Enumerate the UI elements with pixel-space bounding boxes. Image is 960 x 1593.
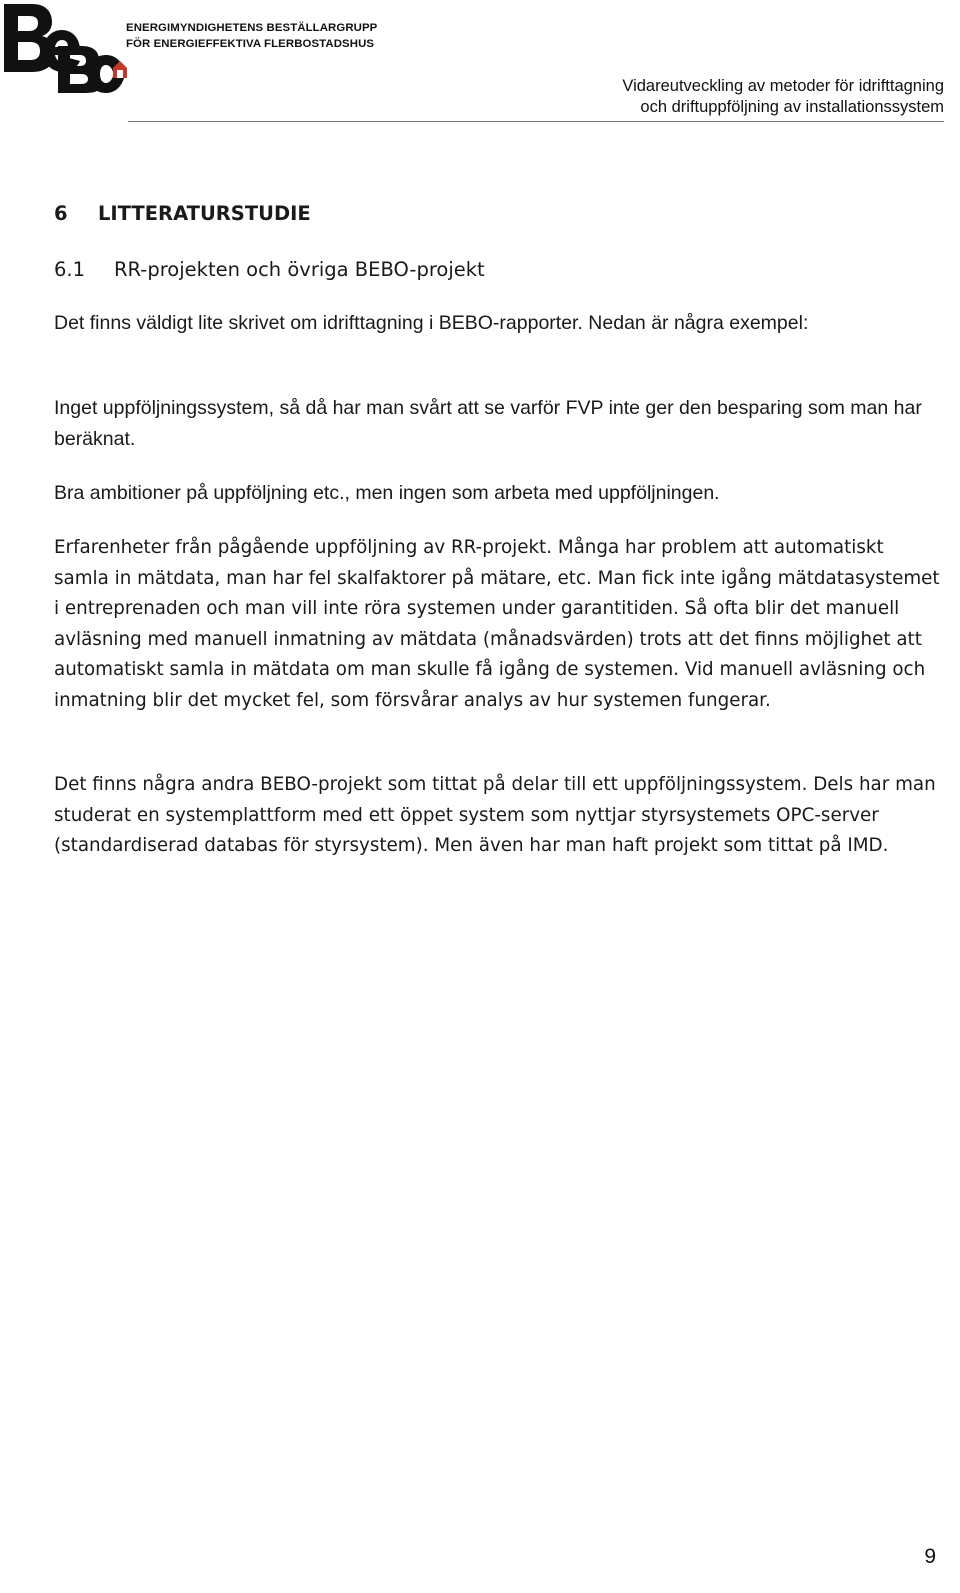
bebo-logo-icon [2,2,128,94]
subsection-number: 6.1 [54,258,86,281]
doc-title-line-2: och driftuppföljning av installationssystem [640,98,944,116]
section-title: LITTERATURSTUDIE [98,202,311,225]
org-line-1: ENERGIMYNDIGHETENS BESTÄLLARGRUPP [126,22,378,34]
paragraph-example-2: Bra ambitioner på uppföljning etc., men ingen som arbeta med uppföljningen. [54,482,720,504]
org-line-2: FÖR ENERGIEFFEKTIVA FLERBOSTADSHUS [126,38,375,50]
doc-title-line-1: Vidareutveckling av metoder för idrifttagning [622,77,944,95]
paragraph-intro: Det finns väldigt lite skrivet om idrifttagning i BEBO-rapporter. Nedan är några exempel: [54,312,809,334]
paragraph-example-3: Erfarenheter från pågående uppföljning av RR-projekt. Många har problem att automatiskt samla in mätdata, man har fel skalfaktorer på mätare, etc. Man fick inte igång mätdatasystemet i entreprenaden och man vill inte röra systemen under garantitiden. Så ofta blir det manuell avläsning med manuell inmatning av mätdata (månadsvärden) trots att det finns möjlighet att automatiskt samla in mätdata om man skulle få igång de systemen. Vid manuell avläsning och inmatning blir det mycket fel, som försvårar analys av hur systemen fungerar. [54,537,940,711]
paragraph-example-1: Inget uppföljningssystem, så då har man svårt att se varför FVP inte ger den besparing som man har beräknat. [54,397,922,450]
page-number: 9 [924,1545,936,1568]
paragraph-other-projects: Det finns några andra BEBO-projekt som tittat på delar till ett uppföljningssystem. Dels har man studerat en systemplattform med ett öppet system som nyttjar styrsystemets OPC-server (standardiserad databas för styrsystem). Men även har man haft projekt som tittat på IMD. [54,774,936,856]
organization-name [126,20,377,52]
header-divider [128,121,944,122]
subsection-heading [54,258,485,281]
section-heading [54,202,311,225]
section-number: 6 [54,202,68,225]
subsection-title: RR-projekten och övriga BEBO-projekt [114,258,485,281]
document-title [622,76,944,118]
